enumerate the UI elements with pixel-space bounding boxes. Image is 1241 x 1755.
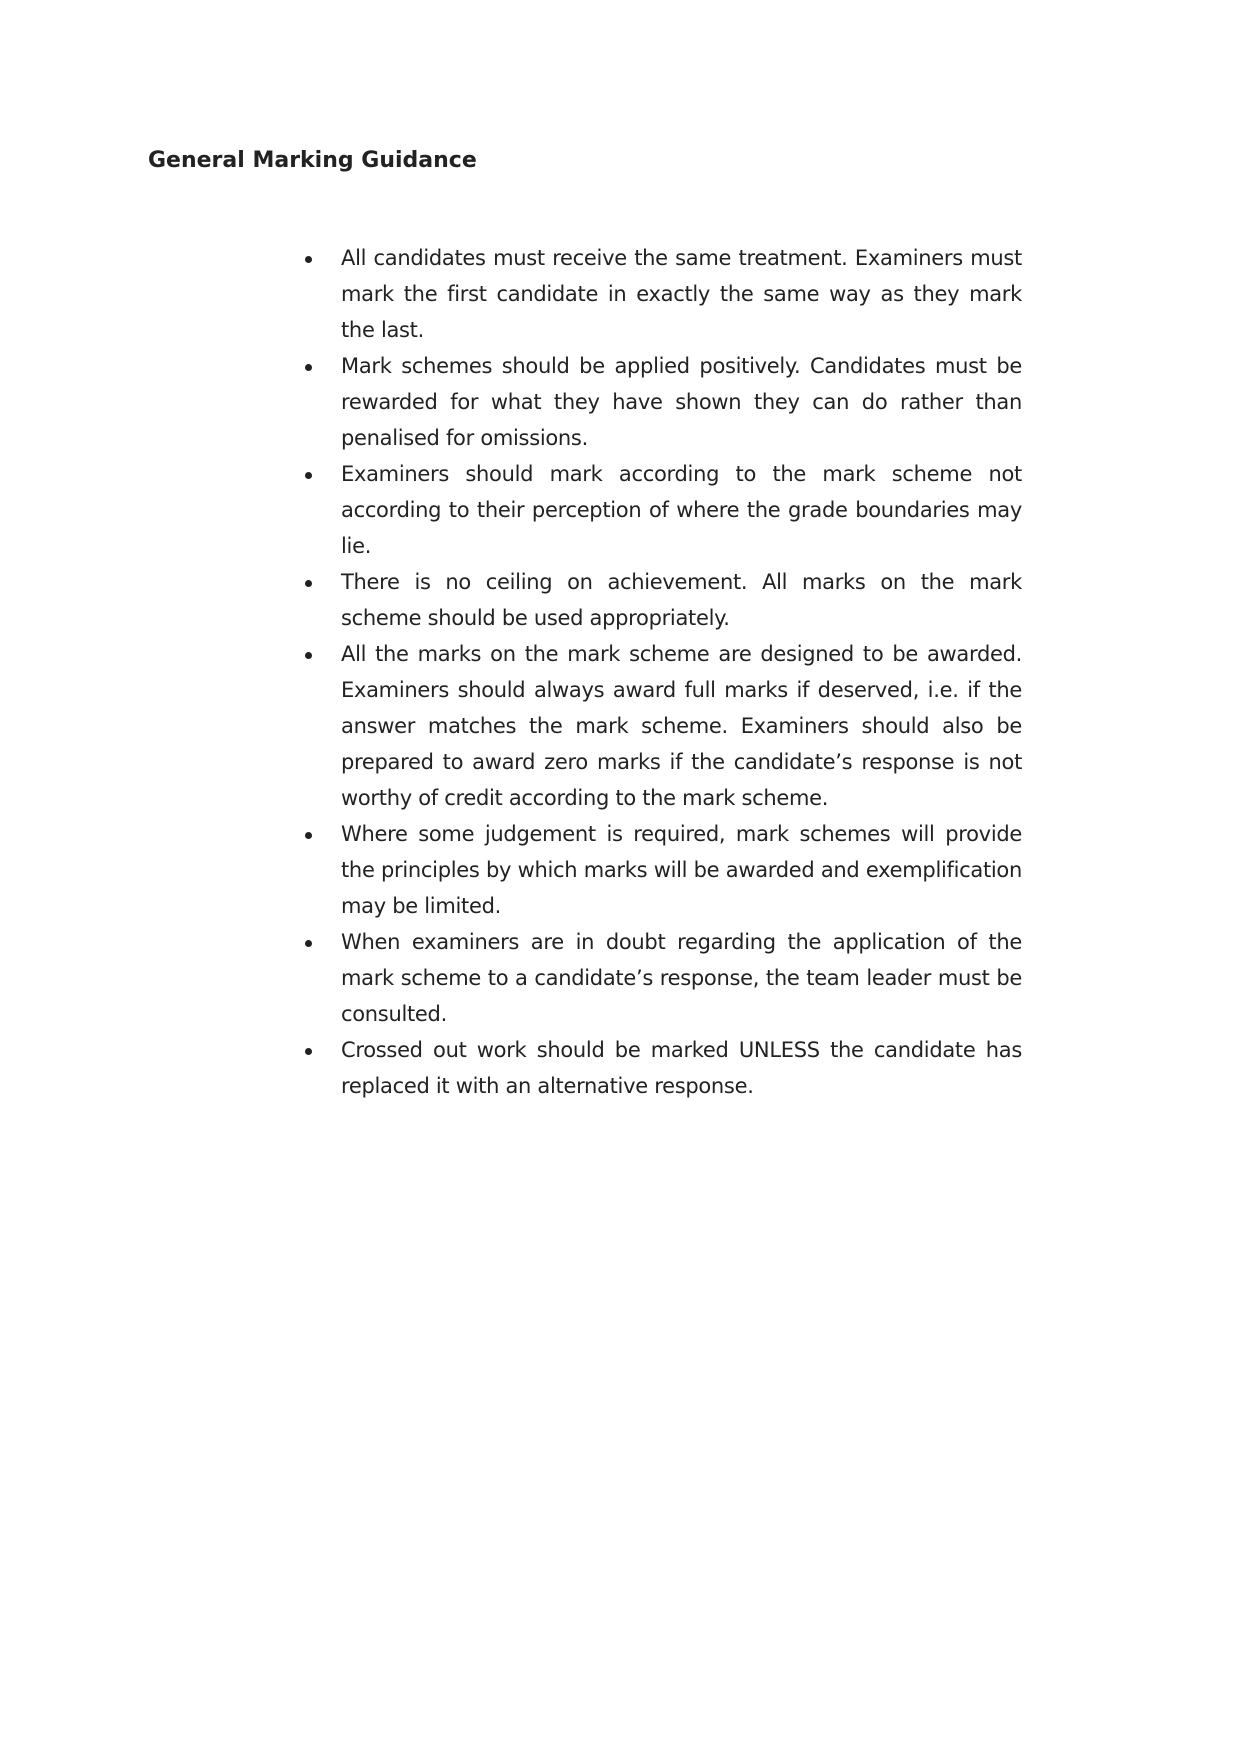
list-item <box>300 636 1022 816</box>
list-item <box>300 348 1022 456</box>
bullet-icon <box>305 940 312 947</box>
list-item <box>300 456 1022 564</box>
bullet-icon <box>305 832 312 839</box>
list-item <box>300 564 1022 636</box>
list-item <box>300 1032 1022 1104</box>
list-item <box>300 816 1022 924</box>
bullet-icon <box>305 1048 312 1055</box>
list-item <box>300 924 1022 1032</box>
page-title: General Marking Guidance <box>148 148 477 173</box>
list-item <box>300 240 1022 348</box>
bullet-icon <box>305 364 312 371</box>
list-item-text: Examiners should mark according to the mark scheme not according to their perception of where the grade boundaries may lie. <box>341 462 1022 558</box>
list-item-text: Crossed out work should be marked UNLESS the candidate has replaced it with an alternative response. <box>341 1038 1022 1098</box>
bullet-icon <box>305 652 312 659</box>
list-item-text: When examiners are in doubt regarding the application of the mark scheme to a candidate’s response, the team leader must be consulted. <box>341 930 1022 1026</box>
list-item-text: There is no ceiling on achievement. All marks on the mark scheme should be used appropriately. <box>341 570 1022 630</box>
list-item-text: Where some judgement is required, mark schemes will provide the principles by which marks will be awarded and exemplification may be limited. <box>341 822 1022 918</box>
list-item-text: All the marks on the mark scheme are designed to be awarded. Examiners should always award full marks if deserved, i.e. if the answer matches the mark scheme. Examiners should also be prepared to award zero marks if the candidate’s response is not worthy of credit according to the mark scheme. <box>341 642 1022 810</box>
bullet-icon <box>305 256 312 263</box>
list-item-text: All candidates must receive the same treatment. Examiners must mark the first candidate in exactly the same way as they mark the last. <box>341 246 1022 342</box>
guidance-list <box>300 240 1022 1104</box>
bullet-icon <box>305 580 312 587</box>
list-item-text: Mark schemes should be applied positively. Candidates must be rewarded for what they have shown they can do rather than penalised for omissions. <box>341 354 1022 450</box>
bullet-icon <box>305 472 312 479</box>
